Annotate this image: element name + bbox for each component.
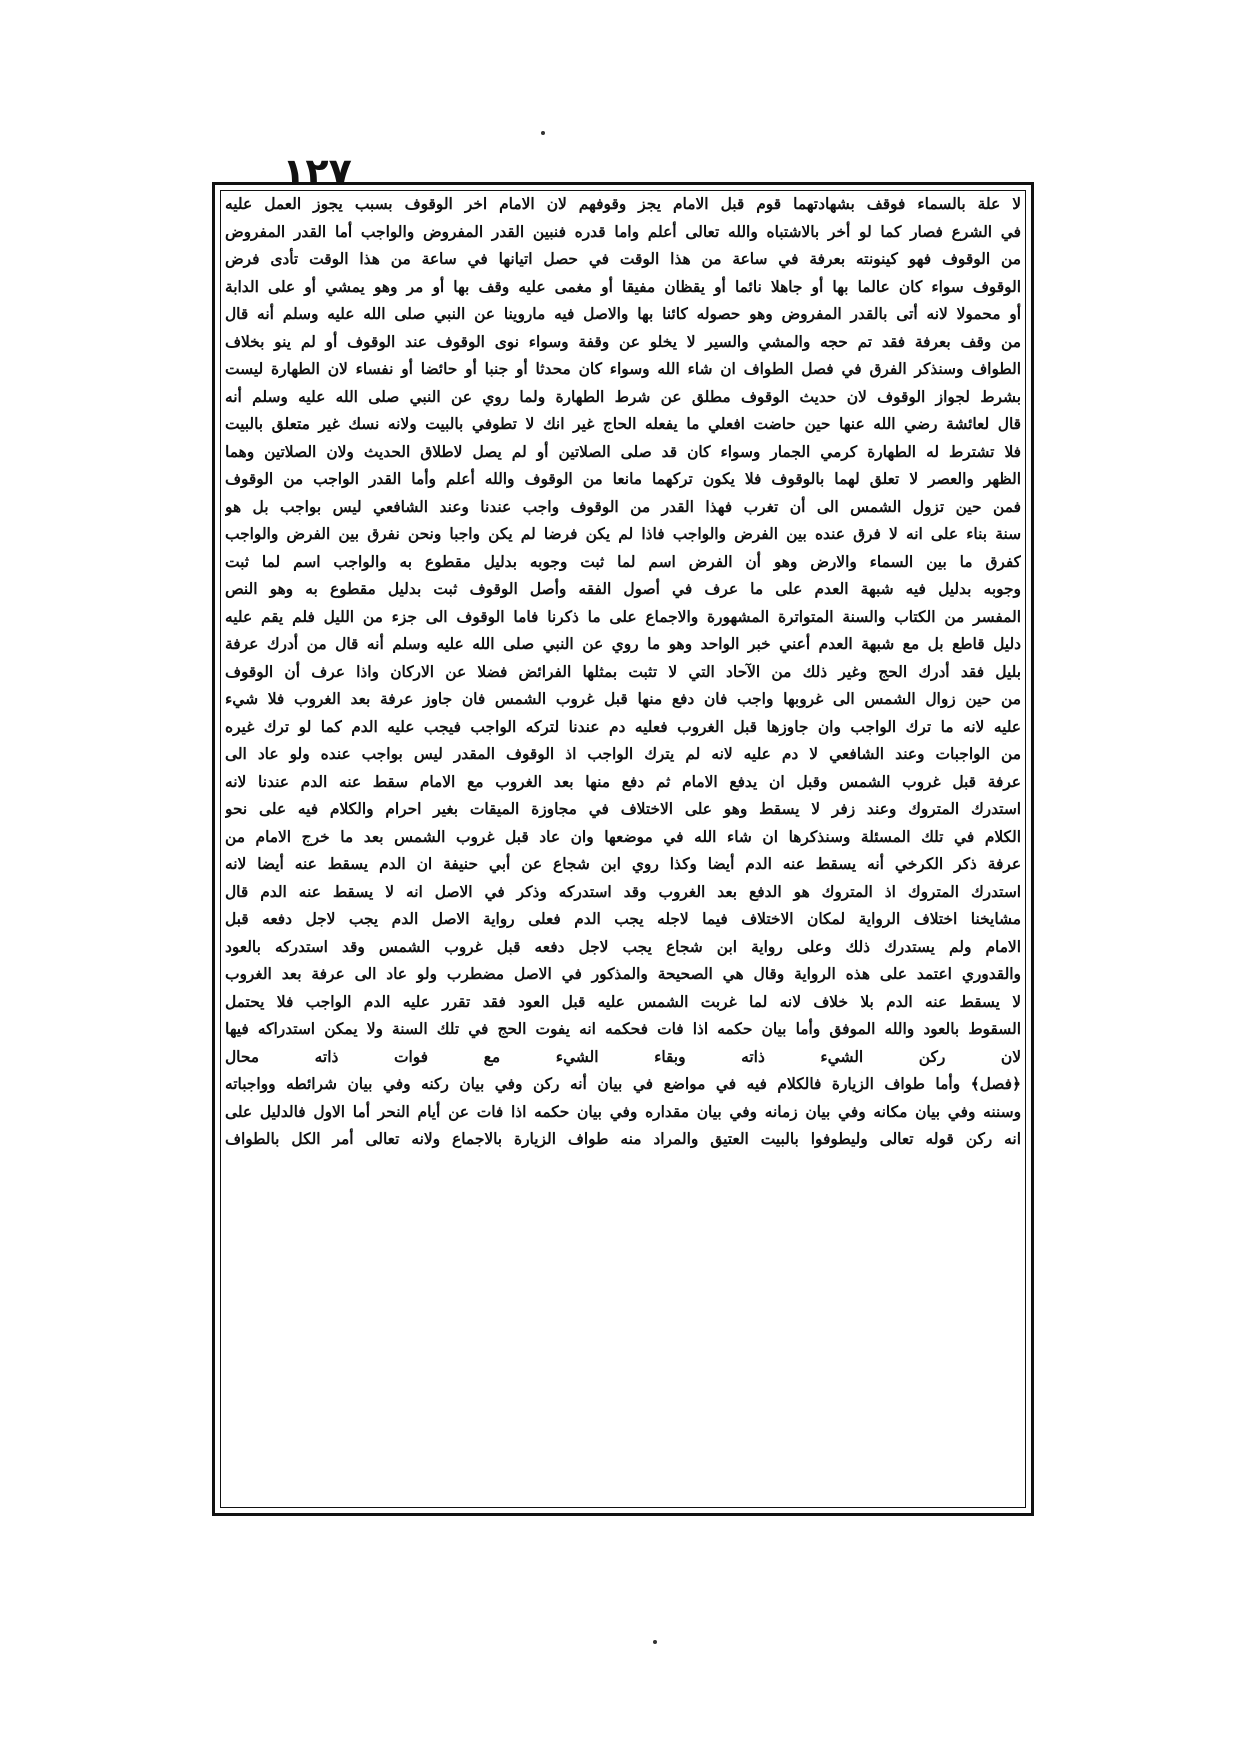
text-line: السقوط بالعود والله الموفق وأما بيان حكمه اذا فات فحكمه انه يفوت الحج في تلك السنة ولا يمكن استدراكه فيها — [225, 1020, 1021, 1038]
text-line: مشايخنا اختلاف الرواية لمكان الاختلاف فيما لاجله يجب الدم فعلى رواية الاصل الدم يجب لاجل دفعه قبل — [225, 910, 1021, 928]
text-line: الوقوف سواء كان عالما بها أو جاهلا نائما أو يقظان مفيقا أو مغمى عليه وقف بها أو مر وهو يمشي أو على الدابة — [225, 277, 1021, 296]
page-number: ١٢٧ — [282, 150, 352, 194]
text-line: المفسر من الكتاب والسنة المتواترة المشهورة والاجماع على ما ذكرنا فاما الوقوف الى جزء من الليل فلم يقم عليه — [225, 607, 1021, 626]
text-line: عرفة قبل غروب الشمس وقبل ان يدفع الامام ثم دفع منها بعد الغروب مع الامام سقط عنه الدم عندنا لانه — [225, 772, 1021, 791]
text-line: أو محمولا لانه أتى بالقدر المفروض وهو حصوله كائنا بها والاصل فيه ماروينا عن النبي صلى الله عليه وسلم أنه قال — [225, 305, 1021, 323]
text-line: عرفة ذكر الكرخي أنه يسقط عنه الدم أيضا وكذا روي ابن شجاع عن أبي حنيفة ان الدم يسقط عنه أيضا لانه — [225, 855, 1021, 873]
text-line: استدرك المتروك وعند زفر لا يسقط وهو على الاختلاف في مجاوزة الميقات بغير احرام والكلام فيه على نحو — [225, 800, 1021, 818]
text-line: من الوقوف فهو كينونته بعرفة في ساعة من هذا الوقت في حصل اتيانها في ساعة من هذا الوقت تأدى فرض — [225, 250, 1021, 268]
text-line: سنة بناء على انه لا فرق عنده بين الفرض والواجب فاذا لم يكن فرضا لم يكن واجبا ونحن نفرق بين الفرض والواجب — [225, 525, 1021, 543]
text-line: الظهر والعصر لا تعلق لهما بالوقوف فلا يكون تركهما مانعا من الوقوف والله أعلم وأما القدر الواجب من الوقوف — [225, 470, 1021, 488]
text-line: الامام ولم يستدرك ذلك وعلى رواية ابن شجاع يجب لاجل دفعه قبل غروب الشمس وقد استدركه بالعود — [225, 937, 1021, 956]
scan-speck — [653, 1640, 657, 1644]
text-line: والقدوري اعتمد على هذه الرواية وقال هي الصحيحة والمذكور في الاصل مضطرب ولو عاد الى عرفة بعد الغروب — [225, 965, 1021, 983]
text-line: لا علة بالسماء فوقف بشهادتهما قوم قبل الامام يجز وقوفهم لان الامام اخر الوقوف بسبب يجوز العمل عليه — [225, 195, 1021, 213]
text-line: استدرك المتروك اذ المتروك هو الدفع بعد الغروب وقد استدركه وذكر في الاصل انه لا يسقط عنه الدم قال — [225, 882, 1021, 901]
scan-speck — [541, 131, 545, 135]
text-line: وجوبه بدليل فيه شبهة العدم على ما عرف في أصول الفقه وأصل الوقوف ثبت بدليل مقطوع به وهو النص — [225, 580, 1021, 598]
text-line: الكلام في تلك المسئلة وسنذكرها ان شاء الله في موضعها وان عاد قبل غروب الشمس بعد ما خرج الامام من — [225, 827, 1021, 846]
text-line: لان ركن الشيء ذاته وبقاء الشيء مع فوات ذاته محال — [225, 1047, 1021, 1066]
text-line: بشرط لجواز الوقوف لان حديث الوقوف مطلق عن شرط الطهارة ولما روي عن النبي صلى الله عليه وسلم أنه — [225, 387, 1021, 406]
text-line: من الواجبات وعند الشافعي لا دم عليه لانه لم يترك الواجب اذ الوقوف المقدر ليس بواجب عنده ولو عاد الى — [225, 745, 1021, 763]
text-line: لا يسقط عنه الدم بلا خلاف لانه لما غربت الشمس عليه قبل العود فقد تقرر عليه الدم الواجب فلا يحتمل — [225, 992, 1021, 1011]
text-line: الطواف وسنذكر الفرق في فصل الطواف ان شاء الله وسواء كان محدثا أو جنبا أو حائضا أو نفساء لان الطهارة ليست — [225, 360, 1021, 378]
text-line: ﴿فصل﴾ وأما طواف الزيارة فالكلام فيه في مواضع في بيان أنه ركن وفي بيان ركنه وفي بيان شرائطه وواجباته — [225, 1075, 1021, 1093]
text-line: في الشرع فصار كما لو أخر بالاشتباه والله تعالى أعلم واما قدره فنبين القدر المفروض والواجب أما القدر المفروض — [225, 222, 1021, 241]
text-line: بليل فقد أدرك الحج وغير ذلك من الآحاد التي لا تثبت بمثلها الفرائض فضلا عن الاركان واذا عرف أن الوقوف — [225, 662, 1021, 681]
text-line: من حين زوال الشمس الى غروبها واجب فان دفع منها قبل غروب الشمس فان جاوز عرفة بعد الغروب فلا شيء — [225, 690, 1021, 708]
text-line: من وقف بعرفة فقد تم حجه والمشي والسير لا يخلو عن وقفة وسواء نوى الوقوف عند الوقوف أو لم ينو بخلاف — [225, 332, 1021, 351]
text-line: قال لعائشة رضي الله عنها حين حاضت افعلي ما يفعله الحاج غير انك لا تطوفي بالبيت ولانه نسك غير متعلق بالبيت — [225, 415, 1021, 433]
text-line: عليه لانه ما ترك الواجب وان جاوزها قبل الغروب فعليه دم عندنا لتركه الواجب فيجب عليه الدم كما لو ترك غيره — [225, 717, 1021, 736]
text-line: فلا تشترط له الطهارة كرمي الجمار وسواء كان قد صلى الصلاتين أو لم يصل لاطلاق الحديث ولان الصلاتين وهما — [225, 442, 1021, 461]
text-line: انه ركن قوله تعالى وليطوفوا بالبيت العتيق والمراد منه طواف الزيارة بالاجماع ولانه تعالى أمر الكل بالطواف — [225, 1130, 1021, 1148]
text-line: دليل قاطع بل مع شبهة العدم أعني خبر الواحد وهو ما روي عن النبي صلى الله عليه وسلم أنه قال من أدرك عرفة — [225, 635, 1021, 653]
text-line: وسننه وفي بيان مكانه وفي بيان زمانه وفي بيان مقداره وفي بيان حكمه اذا فات عن أيام النحر أما الاول فالدليل على — [225, 1102, 1021, 1121]
text-line: فمن حين تزول الشمس الى أن تغرب فهذا القدر من الوقوف واجب عندنا وعند الشافعي ليس بواجب بل هو — [225, 497, 1021, 516]
text-body — [225, 191, 1021, 1505]
text-line: كفرق ما بين السماء والارض وهو أن الفرض اسم لما ثبت وجوبه بدليل مقطوع به والواجب اسم لما ثبت — [225, 552, 1021, 571]
text-frame — [212, 182, 1034, 1516]
